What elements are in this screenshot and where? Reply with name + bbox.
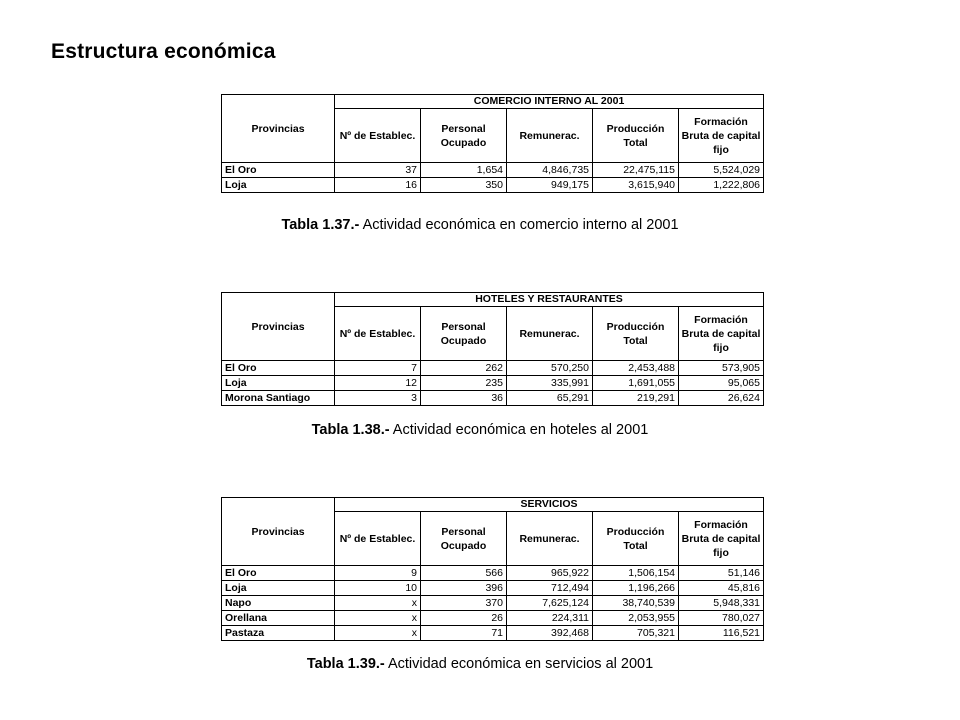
- table-row: [222, 566, 764, 581]
- table-row: [222, 391, 764, 406]
- province-cell: Morona Santiago: [222, 391, 335, 406]
- commerce-table: [221, 94, 764, 193]
- table-caption: [0, 656, 960, 672]
- table-cell: 5,524,029: [679, 163, 764, 178]
- col-header-production: Producción Total: [593, 109, 679, 163]
- table-cell: 335,991: [507, 376, 593, 391]
- table-caption: [0, 422, 960, 438]
- col-header-pay: Remunerac.: [507, 109, 593, 163]
- table-cell: 5,948,331: [679, 596, 764, 611]
- services-table: [221, 497, 764, 641]
- col-header-province: Provincias: [222, 498, 335, 566]
- table-row: [222, 163, 764, 178]
- table-cell: 4,846,735: [507, 163, 593, 178]
- col-header-establishments: Nº de Establec.: [335, 307, 421, 361]
- col-header-pay: Remunerac.: [507, 307, 593, 361]
- table-cell: 10: [335, 581, 421, 596]
- table-cell: 16: [335, 178, 421, 193]
- caption-text: Actividad económica en hoteles al 2001: [389, 422, 649, 438]
- table-group-title: SERVICIOS: [335, 498, 764, 512]
- table-cell: 38,740,539: [593, 596, 679, 611]
- table-group-title: COMERCIO INTERNO AL 2001: [335, 95, 764, 109]
- table-cell: 95,065: [679, 376, 764, 391]
- caption-text: Actividad económica en comercio interno al 2001: [359, 217, 679, 233]
- table-cell: 1,691,055: [593, 376, 679, 391]
- table-cell: 570,250: [507, 361, 593, 376]
- table-cell: 1,654: [421, 163, 507, 178]
- table-row: [222, 611, 764, 626]
- table-cell: x: [335, 626, 421, 641]
- province-cell: Orellana: [222, 611, 335, 626]
- caption-label: Tabla 1.39.-: [306, 656, 385, 672]
- table-cell: 219,291: [593, 391, 679, 406]
- col-header-pay: Remunerac.: [507, 512, 593, 566]
- table-cell: 37: [335, 163, 421, 178]
- province-cell: Pastaza: [222, 626, 335, 641]
- table-cell: 36: [421, 391, 507, 406]
- table-row: [222, 596, 764, 611]
- table-cell: 396: [421, 581, 507, 596]
- table-cell: 3: [335, 391, 421, 406]
- table-cell: 262: [421, 361, 507, 376]
- province-cell: Loja: [222, 178, 335, 193]
- table-caption: [0, 217, 960, 233]
- table-row: [222, 626, 764, 641]
- col-header-production: Producción Total: [593, 307, 679, 361]
- table-cell: 26: [421, 611, 507, 626]
- table-cell: 350: [421, 178, 507, 193]
- table-cell: 2,453,488: [593, 361, 679, 376]
- table-cell: 949,175: [507, 178, 593, 193]
- table-cell: 26,624: [679, 391, 764, 406]
- page-title: Estructura económica: [51, 40, 276, 63]
- province-cell: Loja: [222, 376, 335, 391]
- province-cell: Loja: [222, 581, 335, 596]
- table-cell: 51,146: [679, 566, 764, 581]
- table-cell: 7: [335, 361, 421, 376]
- table-cell: x: [335, 596, 421, 611]
- table-row: [222, 376, 764, 391]
- col-header-capital: Formación Bruta de capital fijo: [679, 109, 764, 163]
- caption-label: Tabla 1.38.-: [311, 422, 390, 438]
- col-header-establishments: Nº de Establec.: [335, 109, 421, 163]
- table-cell: 224,311: [507, 611, 593, 626]
- col-header-establishments: Nº de Establec.: [335, 512, 421, 566]
- hotels-table: [221, 292, 764, 406]
- col-header-production: Producción Total: [593, 512, 679, 566]
- table-cell: 71: [421, 626, 507, 641]
- table-cell: 392,468: [507, 626, 593, 641]
- province-cell: El Oro: [222, 361, 335, 376]
- table-cell: 566: [421, 566, 507, 581]
- table-cell: 12: [335, 376, 421, 391]
- caption-text: Actividad económica en servicios al 2001: [384, 656, 654, 672]
- table-cell: 22,475,115: [593, 163, 679, 178]
- table-cell: 370: [421, 596, 507, 611]
- table-cell: x: [335, 611, 421, 626]
- col-header-province: Provincias: [222, 95, 335, 163]
- table-cell: 1,196,266: [593, 581, 679, 596]
- table-cell: 1,222,806: [679, 178, 764, 193]
- table-cell: 573,905: [679, 361, 764, 376]
- table-cell: 712,494: [507, 581, 593, 596]
- table-cell: 780,027: [679, 611, 764, 626]
- table-cell: 45,816: [679, 581, 764, 596]
- table-cell: 9: [335, 566, 421, 581]
- table-row: [222, 361, 764, 376]
- col-header-capital: Formación Bruta de capital fijo: [679, 307, 764, 361]
- province-cell: El Oro: [222, 566, 335, 581]
- province-cell: Napo: [222, 596, 335, 611]
- table-cell: 7,625,124: [507, 596, 593, 611]
- table-cell: 235: [421, 376, 507, 391]
- caption-label: Tabla 1.37.-: [281, 217, 360, 233]
- table-row: [222, 581, 764, 596]
- table-cell: 3,615,940: [593, 178, 679, 193]
- table-cell: 705,321: [593, 626, 679, 641]
- table-cell: 116,521: [679, 626, 764, 641]
- table-cell: 965,922: [507, 566, 593, 581]
- col-header-staff: Personal Ocupado: [421, 512, 507, 566]
- table-group-title: HOTELES Y RESTAURANTES: [335, 293, 764, 307]
- table-cell: 1,506,154: [593, 566, 679, 581]
- col-header-capital: Formación Bruta de capital fijo: [679, 512, 764, 566]
- col-header-province: Provincias: [222, 293, 335, 361]
- table-row: [222, 178, 764, 193]
- table-cell: 65,291: [507, 391, 593, 406]
- col-header-staff: Personal Ocupado: [421, 307, 507, 361]
- col-header-staff: Personal Ocupado: [421, 109, 507, 163]
- province-cell: El Oro: [222, 163, 335, 178]
- table-cell: 2,053,955: [593, 611, 679, 626]
